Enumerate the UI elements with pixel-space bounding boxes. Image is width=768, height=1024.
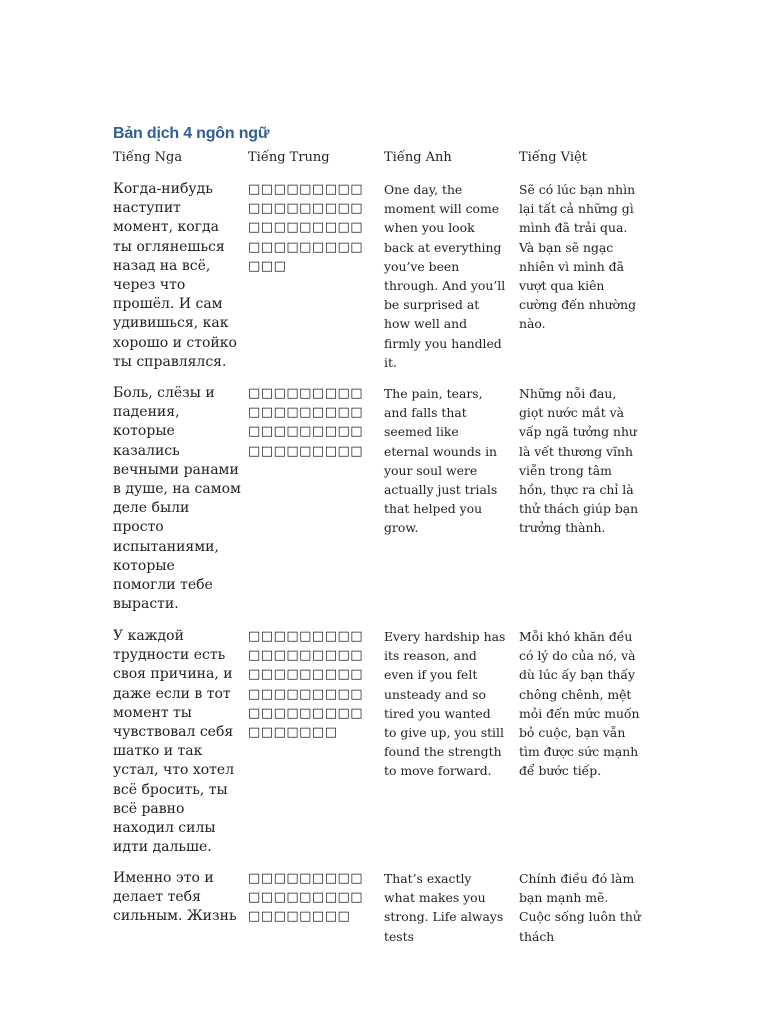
row-1-vietnamese: Sẽ có lúc bạn nhìn lại tất cả những gì mình đã trải qua. Và bạn sẽ ngạc nhiên vì mình đã vượt qua kiên cường đến nhường nào. — [519, 182, 637, 332]
row-1-chinese: □□□□□□□□□□□□□□□□□□□□□□□□□□□□□□□□□□□□□□□ — [248, 182, 364, 274]
row-4-chinese: □□□□□□□□□□□□□□□□□□□□□□□□□□ — [248, 871, 364, 925]
row-4-vietnamese: Chính điều đó làm bạn mạnh mẽ. Cuộc sống luôn thử thách — [519, 871, 641, 944]
header-vietnamese: Tiếng Việt — [519, 150, 587, 165]
row-3-vietnamese: Mỗi khó khăn đều có lý do của nó, và dù lúc ấy bạn thấy chông chênh, mệt mỏi đến mức muốn bỏ cuộc, bạn vẫn tìm được sức mạnh để bước tiếp. — [519, 629, 640, 779]
document-title: Bản dịch 4 ngôn ngữ — [113, 125, 270, 142]
row-1-english: One day, the moment will come when you look back at everything you’ve been through. And you’ll be surprised at how well and firmly you handled it. — [384, 182, 506, 370]
row-3-english: Every hardship has its reason, and even if you felt unsteady and so tired you wanted to give up, you still found the strength to move forward. — [384, 629, 506, 779]
header-chinese: Tiếng Trung — [248, 150, 330, 165]
row-4-english: That’s exactly what makes you strong. Life always tests — [384, 871, 504, 944]
row-2-english: The pain, tears, and falls that seemed like eternal wounds in your soul were actually just trials that helped you grow. — [384, 386, 498, 536]
header-russian: Tiếng Nga — [113, 150, 183, 165]
header-english: Tiếng Anh — [384, 150, 452, 165]
row-2-vietnamese: Những nỗi đau, giọt nước mắt và vấp ngã tưởng như là vết thương vĩnh viễn trong tâm hồn, thực ra chỉ là thử thách giúp bạn trưởng thành. — [519, 386, 639, 536]
row-2-russian: Боль, слёзы и падения, которые казались вечными ранами в душе, на самом деле были просто испытаниями, которые помогли тебе вырасти. — [113, 385, 241, 613]
row-4-russian: Именно это и делает тебя сильным. Жизнь — [113, 870, 237, 925]
row-2-chinese: □□□□□□□□□□□□□□□□□□□□□□□□□□□□□□□□□□□□ — [248, 386, 364, 459]
row-3-russian: У каждой трудности есть своя причина, и даже если в тот момент ты чувствовал себя шатко и так устал, что хотел всё бросить, ты всё равно находил силы идти дальше. — [113, 628, 235, 856]
row-3-chinese: □□□□□□□□□□□□□□□□□□□□□□□□□□□□□□□□□□□□□□□□□□□□□□□□□□□□ — [248, 629, 364, 741]
row-1-russian: Когда-нибудь наступит момент, когда ты оглянешься назад на всё, через что прошёл. И сам удивишься, как хорошо и стойко ты справлялся. — [113, 181, 237, 370]
